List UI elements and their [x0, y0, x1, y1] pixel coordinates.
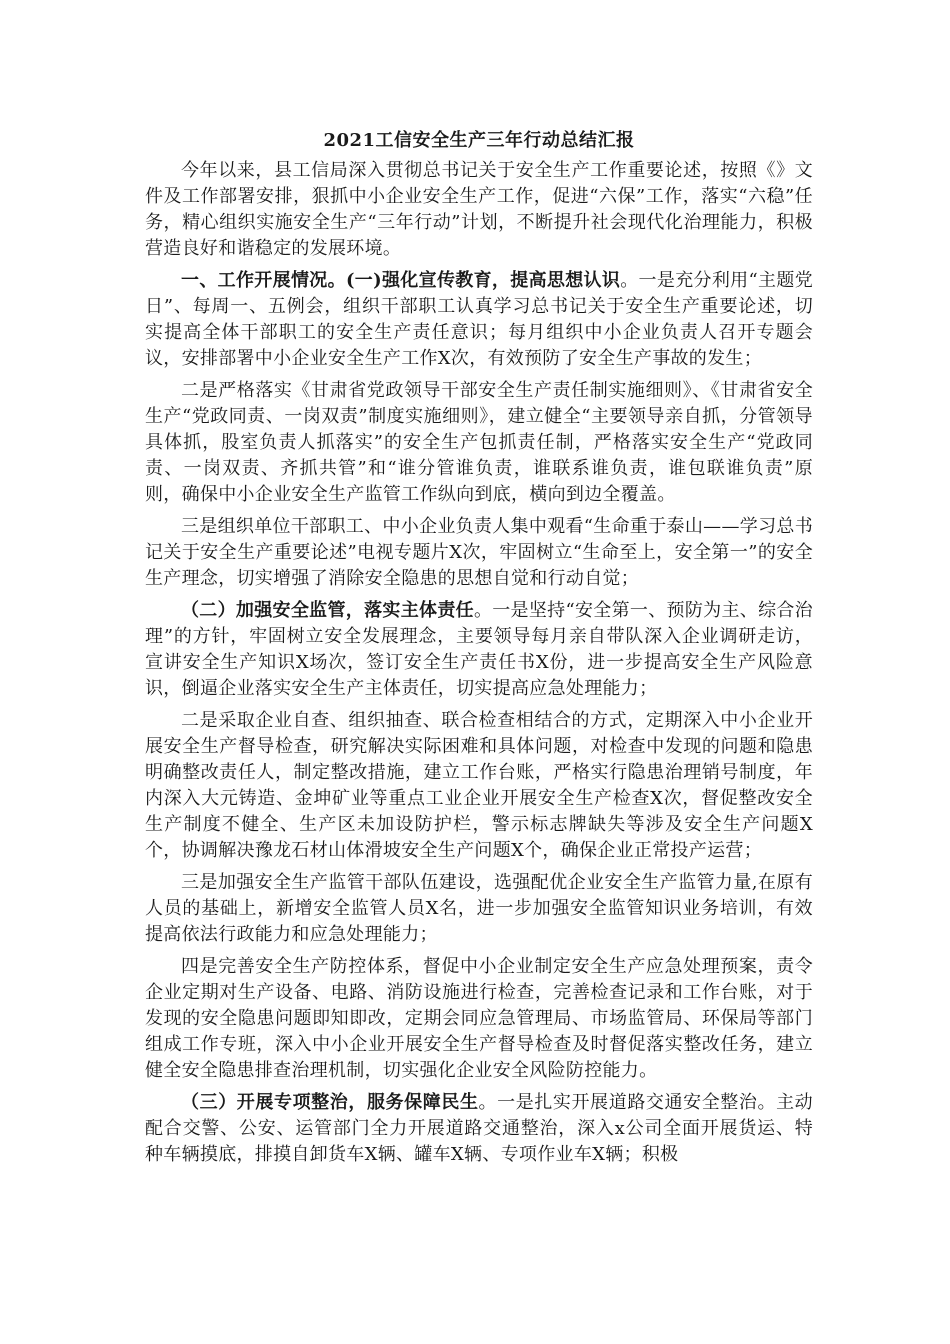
section1-heading: 一、工作开展情况。(一)强化宣传教育，提高思想认识 [181, 270, 621, 291]
section2-paragraph-2: 二是采取企业自查、组织抽查、联合检查相结合的方式，定期深入中小企业开展安全生产督导检查，研究解决实际困难和具体问题，对检查中发现的问题和隐患明确整改责任人，制定整改措施，建立工作台账，严格实行隐患治理销号制度，年内深入大元铸造、金坤矿业等重点工业企业开展安全生产检查X次，督促整改安全生产制度不健全、生产区未加设防护栏，警示标志牌缺失等涉及安全生产问题X个，协调解决豫龙石材山体滑坡安全生产问题X个，确保企业正常投产运营； [145, 710, 813, 861]
section1-paragraph-1 [145, 268, 813, 372]
section3-paragraph-1 [145, 1090, 813, 1168]
section2-heading: （二）加强安全监管，落实主体责任 [181, 600, 474, 621]
section2-paragraph-4: 四是完善安全生产防控体系，督促中小企业制定安全生产应急处理预案，责令企业定期对生产设备、电路、消防设施进行检查，完善检查记录和工作台账，对于发现的安全隐患问题即知即改，定期会同应急管理局、市场监管局、环保局等部门组成工作专班，深入中小企业开展安全生产督导检查及时督促落实整改任务，建立健全安全隐患排查治理机制，切实强化企业安全风险防控能力。 [145, 956, 813, 1081]
section3-heading: （三）开展专项整治，服务保障民生 [181, 1092, 479, 1113]
section1-paragraph-3: 三是组织单位干部职工、中小企业负责人集中观看“生命重于泰山——学习总书记关于安全生产重要论述”电视专题片X次，牢固树立“生命至上，安全第一”的安全生产理念，切实增强了消除安全隐患的思想自觉和行动自觉； [145, 516, 813, 589]
section2-p1-text: 。一是坚持“安全第一、预防为主、综合治理”的方针，牢固树立安全发展理念，主要领导每月亲自带队深入企业调研走访，宣讲安全生产知识X场次，签订安全生产责任书X份，进一步提高安全生产风险意识，倒逼企业落实安全生产主体责任，切实提高应急处理能力； [145, 600, 813, 699]
document-title: 2021工信安全生产三年行动总结汇报 [323, 130, 635, 151]
section2-paragraph-3: 三是加强安全生产监管干部队伍建设，选强配优企业安全生产监管力量,在原有人员的基础上，新增安全监管人员X名，进一步加强安全监管知识业务培训，有效提高依法行政能力和应急处理能力； [145, 872, 813, 945]
document-page [145, 128, 813, 1328]
intro-paragraph: 今年以来，县工信局深入贯彻总书记关于安全生产工作重要论述，按照《》文件及工作部署安排，狠抓中小企业安全生产工作，促进“六保”工作，落实“六稳”任务，精心组织实施安全生产“三年行动”计划，不断提升社会现代化治理能力，积极营造良好和谐稳定的发展环境。 [145, 160, 813, 259]
section1-p1-text: 。一是充分利用“主题党日”、每周一、五例会，组织干部职工认真学习总书记关于安全生产重要论述，切实提高全体干部职工的安全生产责任意识；每月组织中小企业负责人召开专题会议，安排部署中小企业安全生产工作X次，有效预防了安全生产事故的发生； [145, 270, 813, 369]
section3-p1-text: 。一是扎实开展道路交通安全整治。主动配合交警、公安、运管部门全力开展道路交通整治，深入x公司全面开展货运、特种车辆摸底，排摸自卸货车X辆、罐车X辆、专项作业车X辆；积极 [145, 1092, 813, 1165]
section2-paragraph-1 [145, 598, 813, 702]
section1-paragraph-2: 二是严格落实《甘肃省党政领导干部安全生产责任制实施细则》、《甘肃省安全生产“党政同责、一岗双责”制度实施细则》，建立健全“主要领导亲自抓，分管领导具体抓，股室负责人抓落实”的安全生产包抓责任制，严格落实安全生产“党政同责、一岗双责、齐抓共管”和“谁分管谁负责，谁联系谁负责，谁包联谁负责”原则，确保中小企业安全生产监管工作纵向到底，横向到边全覆盖。 [145, 380, 813, 505]
